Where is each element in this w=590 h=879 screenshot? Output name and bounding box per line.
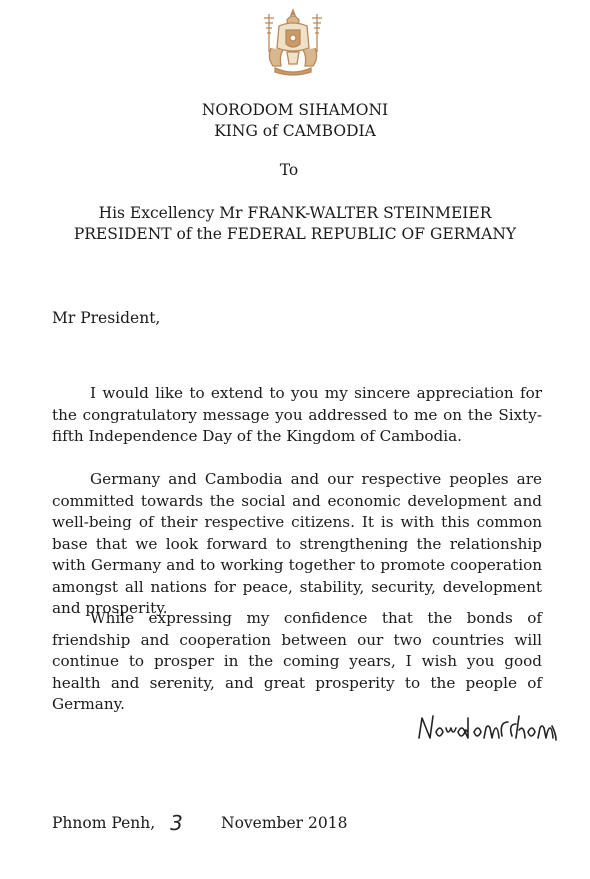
- date-line: [52, 811, 347, 835]
- recipient-title: PRESIDENT of the FEDERAL REPUBLIC OF GERMANY: [73, 225, 517, 243]
- sender-block: [0, 100, 590, 142]
- handwritten-day: 3: [170, 811, 183, 835]
- sender-name: NORODOM SIHAMONI: [201, 101, 389, 119]
- royal-arms-of-cambodia-icon: [257, 8, 329, 78]
- paragraph-text: I would like to extend to you my sincere appreciation for the congratulatory message you addressed to me on the Sixty-fifth Independence Day of the Kingdom of Cambodia.: [52, 384, 542, 445]
- month-year: November 2018: [221, 814, 348, 832]
- body-paragraph: [52, 383, 542, 448]
- handwritten-signature-icon: [416, 708, 558, 748]
- paragraph-text: Germany and Cambodia and our respective peoples are committed towards the social and economic development and well-being of their respective citizens. It is with this common base that we look forward to strengthening the relationship with Germany and to working together to promote cooperation amongst all nations for peace, stability, security, development and prosperity.: [52, 470, 542, 617]
- recipient-block: [0, 203, 590, 245]
- sender-title: KING of CAMBODIA: [214, 122, 376, 140]
- to-label: To: [279, 161, 299, 179]
- salutation: Mr President,: [52, 309, 161, 327]
- body-paragraph: [52, 608, 542, 716]
- recipient-name: His Excellency Mr FRANK-WALTER STEINMEIER: [98, 204, 492, 222]
- place: Phnom Penh,: [52, 814, 156, 832]
- paragraph-text: While expressing my confidence that the bonds of friendship and cooperation between our two countries will continue to prosper in the coming years, I wish you good health and serenity, and great prosperity to the people of Germany.: [52, 609, 542, 713]
- body-paragraph: [52, 469, 542, 620]
